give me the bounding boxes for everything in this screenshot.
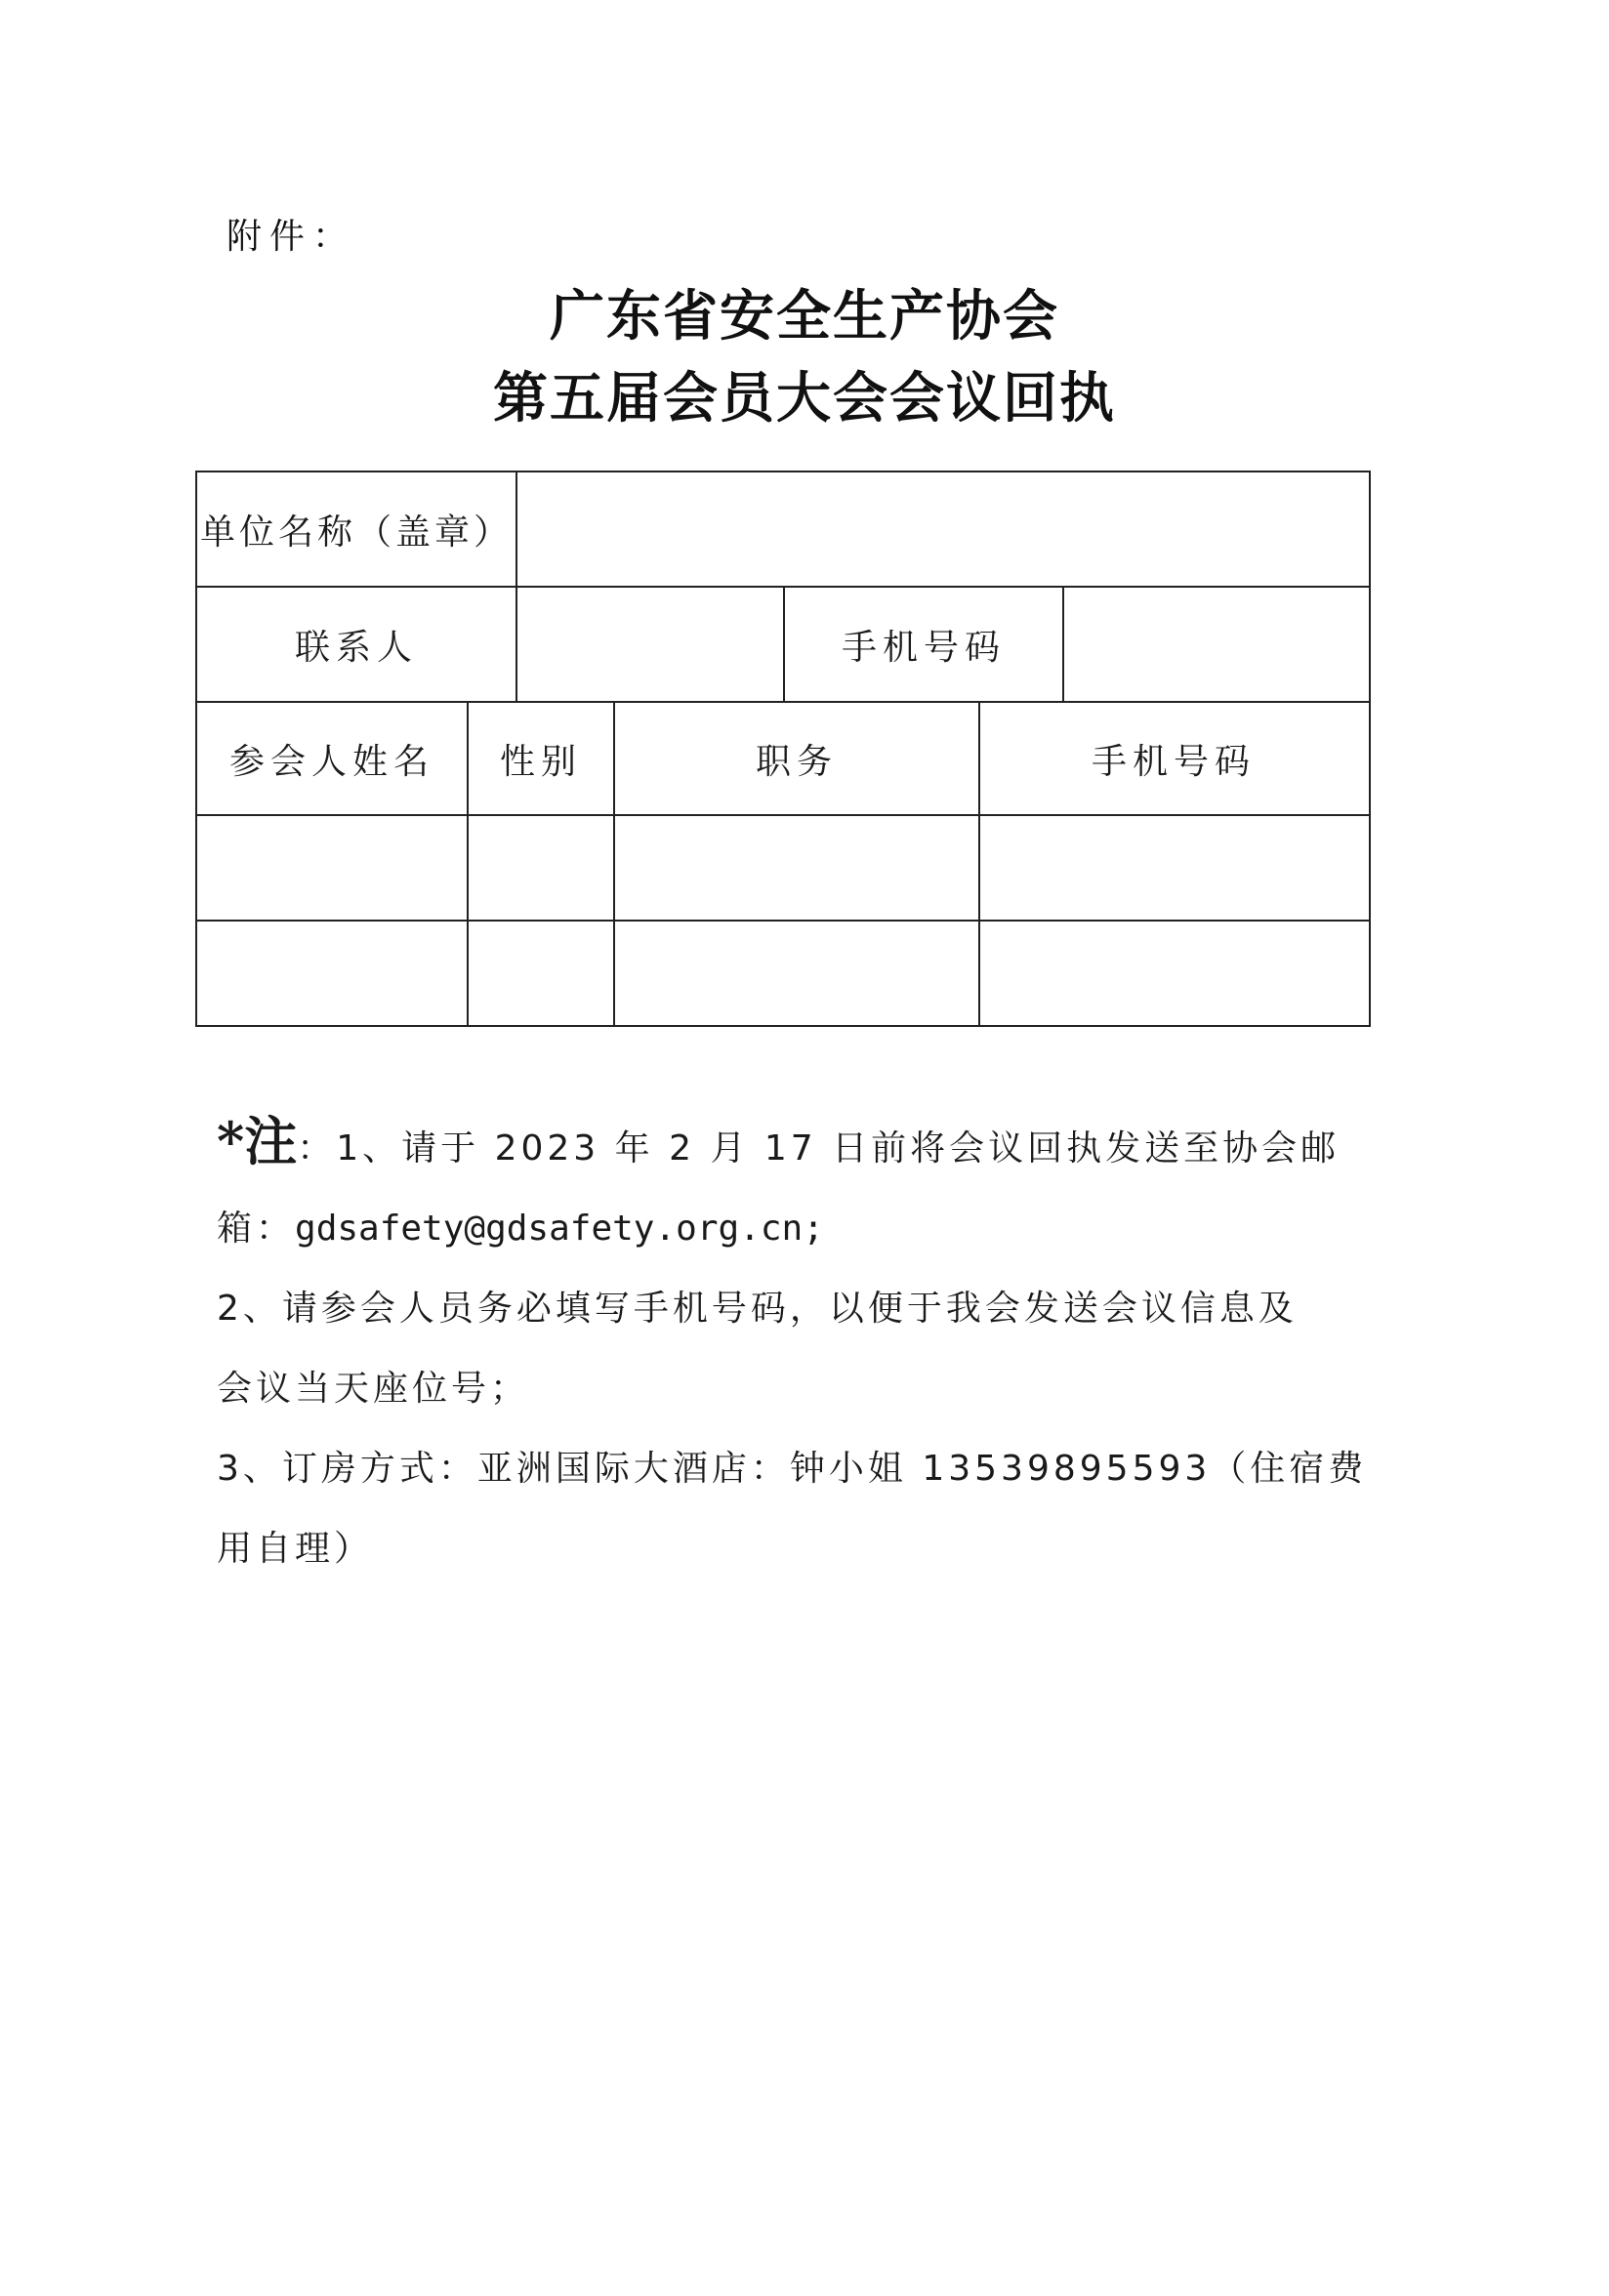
attendee-row-2-position[interactable] [615,922,978,1025]
note-line-2 [217,1189,1369,1269]
note-line-1 [217,1101,1369,1189]
attendee-position-header: 职务 [755,741,838,782]
note-line-5: 3、订房方式：亚洲国际大酒店：钟小姐 13539895593（住宿费 [217,1449,1368,1489]
attendee-row-1-phone[interactable] [980,816,1367,920]
attendee-row-1-position[interactable] [615,816,978,920]
org-name-field[interactable] [517,472,1367,586]
notes-section [217,1101,1369,1589]
attendee-row-1-gender[interactable] [469,816,613,920]
contact-field[interactable] [517,588,783,701]
attendee-phone-header: 手机号码 [1091,741,1256,782]
registration-form-table [195,471,1371,1027]
attendee-row-2-phone[interactable] [980,922,1367,1025]
document-title-line1: 广东省安全生产协会 [550,284,1059,348]
document-title-line2: 第五届会员大会会议回执 [493,366,1116,430]
contact-phone-label: 手机号码 [841,627,1006,668]
org-name-label: 单位名称（盖章） [199,512,513,553]
note-line-3: 2、请参会人员务必填写手机号码，以便于我会发送会议信息及 [217,1289,1298,1329]
contact-phone-field[interactable] [1064,588,1367,701]
contact-label: 联系人 [294,627,418,668]
attendee-name-header: 参会人姓名 [228,741,434,782]
attendee-gender-header: 性别 [499,741,582,782]
note-line-4: 会议当天座位号； [217,1369,530,1409]
note-line-6: 用自理） [217,1529,374,1569]
note-prefix: *注 [217,1110,298,1172]
attachment-label: 附件： [227,217,356,257]
attendee-row-2-name[interactable] [197,922,467,1025]
note-email: gdsafety@gdsafety.org.cn; [295,1209,824,1249]
attendee-row-2-gender[interactable] [469,922,613,1025]
note-line-1-text: ：1、请于 2023 年 2 月 17 日前将会议回执发送至协会邮 [297,1128,1341,1168]
attendee-row-1-name[interactable] [197,816,467,920]
note-email-label: 箱： [217,1209,296,1249]
